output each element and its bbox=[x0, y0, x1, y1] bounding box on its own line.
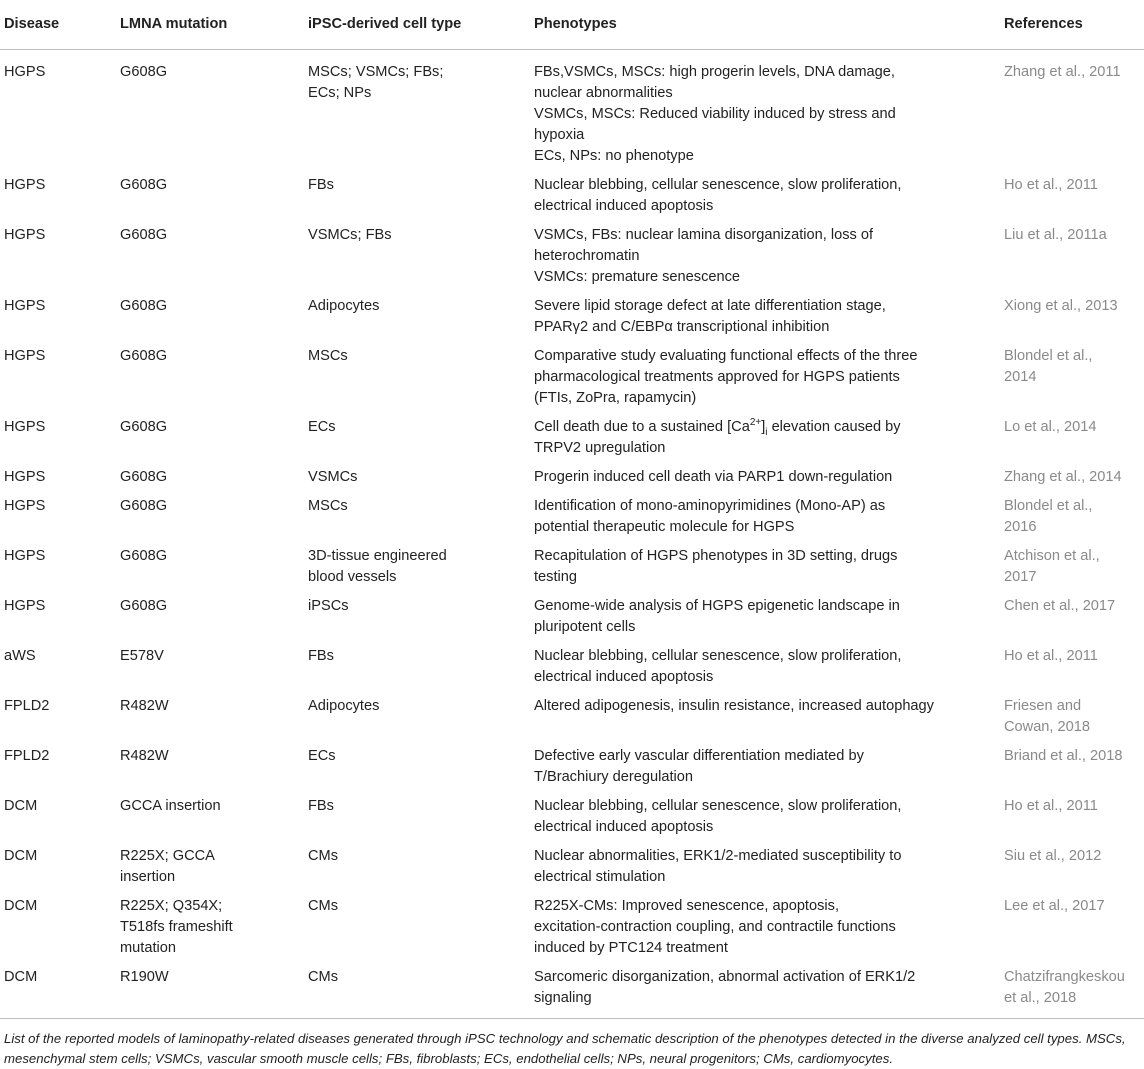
table-row bbox=[0, 171, 1144, 221]
disease-cell: DCM bbox=[4, 798, 38, 814]
reference-cell: Xiong et al., 2013 bbox=[1004, 298, 1118, 314]
table-row bbox=[0, 692, 1144, 742]
reference-cell: Blondel et al., 2016 bbox=[1004, 498, 1093, 535]
reference-cell: Ho et al., 2011 bbox=[1004, 798, 1098, 814]
mutation-cell: GCCA insertion bbox=[120, 798, 221, 814]
phenotype-cell: Nuclear abnormalities, ERK1/2-mediated susceptibility to electrical stimulation bbox=[534, 848, 902, 885]
phenotype-cell: Comparative study evaluating functional effects of the three pharmacological treatments approved for HGPS patients (FTIs, ZoPra, rapamycin) bbox=[534, 348, 918, 406]
phenotype-cell bbox=[530, 413, 1000, 463]
phenotype-cell: Nuclear blebbing, cellular senescence, slow proliferation, electrical induced apoptosis bbox=[534, 798, 902, 835]
mutation-cell: G608G bbox=[120, 419, 168, 435]
table-row bbox=[0, 742, 1144, 792]
phenotype-cell: Progerin induced cell death via PARP1 down-regulation bbox=[534, 469, 893, 485]
header-lmna-mutation: LMNA mutation bbox=[116, 0, 304, 50]
cell-type-cell: CMs bbox=[308, 848, 338, 864]
table-row bbox=[0, 642, 1144, 692]
disease-cell: HGPS bbox=[4, 419, 46, 435]
disease-cell: FPLD2 bbox=[4, 748, 50, 764]
reference-cell: Ho et al., 2011 bbox=[1004, 177, 1098, 193]
cell-type-cell: VSMCs; FBs bbox=[308, 227, 392, 243]
table-row bbox=[0, 592, 1144, 642]
reference-cell: Siu et al., 2012 bbox=[1004, 848, 1102, 864]
cell-type-cell: MSCs bbox=[308, 348, 348, 364]
disease-cell: HGPS bbox=[4, 598, 46, 614]
mutation-cell: R190W bbox=[120, 969, 169, 985]
disease-cell: FPLD2 bbox=[4, 698, 50, 714]
phenotype-cell: Nuclear blebbing, cellular senescence, slow proliferation, electrical induced apoptosis bbox=[534, 648, 902, 685]
reference-cell: Ho et al., 2011 bbox=[1004, 648, 1098, 664]
header-disease: Disease bbox=[0, 0, 116, 50]
table-row bbox=[0, 892, 1144, 963]
reference-cell: Zhang et al., 2014 bbox=[1004, 469, 1122, 485]
disease-cell: HGPS bbox=[4, 177, 46, 193]
phenotype-cell: Sarcomeric disorganization, abnormal activation of ERK1/2 signaling bbox=[534, 969, 916, 1006]
phenotype-text: ] bbox=[761, 419, 766, 435]
disease-cell: HGPS bbox=[4, 498, 46, 514]
phenotype-cell: Altered adipogenesis, insulin resistance, increased autophagy bbox=[534, 698, 934, 714]
table-row bbox=[0, 413, 1144, 463]
phenotype-cell: Defective early vascular differentiation mediated by T/Brachiury deregulation bbox=[534, 748, 864, 785]
table-row bbox=[0, 292, 1144, 342]
disease-cell: HGPS bbox=[4, 64, 46, 80]
phenotype-cell: VSMCs, FBs: nuclear lamina disorganization, loss of heterochromatin VSMCs: premature senescence bbox=[534, 227, 874, 285]
table-body bbox=[0, 50, 1144, 1019]
phenotype-cell: Severe lipid storage defect at late differentiation stage, PPARγ2 and C/EBPα transcriptional inhibition bbox=[534, 298, 886, 335]
disease-cell: DCM bbox=[4, 898, 38, 914]
phenotype-text: Cell death due to a sustained [Ca bbox=[534, 419, 750, 435]
table-row bbox=[0, 492, 1144, 542]
cell-type-cell: MSCs bbox=[308, 498, 348, 514]
cell-type-cell: FBs bbox=[308, 648, 334, 664]
table-row bbox=[0, 342, 1144, 413]
reference-cell: Zhang et al., 2011 bbox=[1004, 64, 1121, 80]
table-caption: List of the reported models of laminopathy-related diseases generated through iPSC technology and schematic description of the phenotypes detected in the diverse analyzed cell types. MSCs, mesenchymal stem cells; VSMCs, vascular smooth muscle cells; FBs, fibroblasts; ECs, endothelial cells; NPs, neural progenitors; CMs, cardiomyocytes. bbox=[4, 1031, 1126, 1066]
cell-type-cell: CMs bbox=[308, 898, 338, 914]
phenotype-cell: R225X-CMs: Improved senescence, apoptosis, excitation-contraction coupling, and contractile functions induced by PTC124 treatment bbox=[534, 898, 896, 956]
table-row bbox=[0, 221, 1144, 292]
reference-cell: Chatzifrangkeskou et al., 2018 bbox=[1004, 969, 1125, 1006]
disease-cell: HGPS bbox=[4, 298, 46, 314]
table-row bbox=[0, 542, 1144, 592]
table-row bbox=[0, 842, 1144, 892]
reference-cell: Lee et al., 2017 bbox=[1004, 898, 1105, 914]
table-row bbox=[0, 50, 1144, 172]
table-row bbox=[0, 792, 1144, 842]
mutation-cell: R225X; Q354X; T518fs frameshift mutation bbox=[120, 898, 233, 956]
mutation-cell: G608G bbox=[120, 348, 168, 364]
reference-cell: Briand et al., 2018 bbox=[1004, 748, 1123, 764]
disease-cell: aWS bbox=[4, 648, 36, 664]
disease-cell: HGPS bbox=[4, 469, 46, 485]
mutation-cell: G608G bbox=[120, 469, 168, 485]
phenotype-cell: Identification of mono-aminopyrimidines (Mono-AP) as potential therapeutic molecule for HGPS bbox=[534, 498, 886, 535]
mutation-cell: R482W bbox=[120, 748, 169, 764]
cell-type-cell: CMs bbox=[308, 969, 338, 985]
disease-cell: DCM bbox=[4, 969, 38, 985]
superscript-charge: 2+ bbox=[749, 417, 762, 429]
reference-cell: Atchison et al., 2017 bbox=[1004, 548, 1100, 585]
reference-cell: Blondel et al., 2014 bbox=[1004, 348, 1093, 385]
phenotype-cell: Nuclear blebbing, cellular senescence, slow proliferation, electrical induced apoptosis bbox=[534, 177, 902, 214]
mutation-cell: G608G bbox=[120, 64, 168, 80]
cell-type-cell: FBs bbox=[308, 798, 334, 814]
subscript-intracellular: i bbox=[765, 426, 768, 438]
cell-type-cell: FBs bbox=[308, 177, 334, 193]
mutation-cell: G608G bbox=[120, 298, 168, 314]
mutation-cell: R482W bbox=[120, 698, 169, 714]
table-header bbox=[0, 0, 1144, 50]
table-row bbox=[0, 463, 1144, 492]
disease-cell: HGPS bbox=[4, 348, 46, 364]
mutation-cell: G608G bbox=[120, 177, 168, 193]
cell-type-cell: 3D-tissue engineered blood vessels bbox=[308, 548, 447, 585]
disease-cell: HGPS bbox=[4, 548, 46, 564]
cell-type-cell: VSMCs bbox=[308, 469, 358, 485]
table-row bbox=[0, 963, 1144, 1018]
cell-type-cell: Adipocytes bbox=[308, 298, 380, 314]
mutation-cell: G608G bbox=[120, 227, 168, 243]
disease-cell: DCM bbox=[4, 848, 38, 864]
reference-cell: Liu et al., 2011a bbox=[1004, 227, 1107, 243]
phenotype-cell: Genome-wide analysis of HGPS epigenetic landscape in pluripotent cells bbox=[534, 598, 900, 635]
phenotype-cell: Recapitulation of HGPS phenotypes in 3D setting, drugs testing bbox=[534, 548, 898, 585]
header-references: References bbox=[1000, 0, 1144, 50]
cell-type-cell: MSCs; VSMCs; FBs; ECs; NPs bbox=[308, 64, 444, 101]
header-row bbox=[0, 0, 1144, 50]
cell-type-cell: Adipocytes bbox=[308, 698, 380, 714]
mutation-cell: G608G bbox=[120, 548, 168, 564]
mutation-cell: E578V bbox=[120, 648, 164, 664]
reference-cell: Lo et al., 2014 bbox=[1004, 419, 1097, 435]
cell-type-cell: ECs bbox=[308, 748, 336, 764]
phenotype-text: elevation caused by TRPV2 upregulation bbox=[534, 419, 901, 456]
reference-cell: Friesen and Cowan, 2018 bbox=[1004, 698, 1091, 735]
cell-type-cell: iPSCs bbox=[308, 598, 349, 614]
cell-type-cell: ECs bbox=[308, 419, 336, 435]
phenotype-cell: FBs,VSMCs, MSCs: high progerin levels, DNA damage, nuclear abnormalities VSMCs, MSCs: Reduced viability induced by stress and hypoxia ECs, NPs: no phenotype bbox=[534, 64, 896, 164]
disease-cell: HGPS bbox=[4, 227, 46, 243]
header-cell-type: iPSC-derived cell type bbox=[304, 0, 530, 50]
header-phenotypes: Phenotypes bbox=[530, 0, 1000, 50]
mutation-cell: R225X; GCCA insertion bbox=[120, 848, 215, 885]
reference-cell: Chen et al., 2017 bbox=[1004, 598, 1116, 614]
mutation-cell: G608G bbox=[120, 598, 168, 614]
mutation-cell: G608G bbox=[120, 498, 168, 514]
